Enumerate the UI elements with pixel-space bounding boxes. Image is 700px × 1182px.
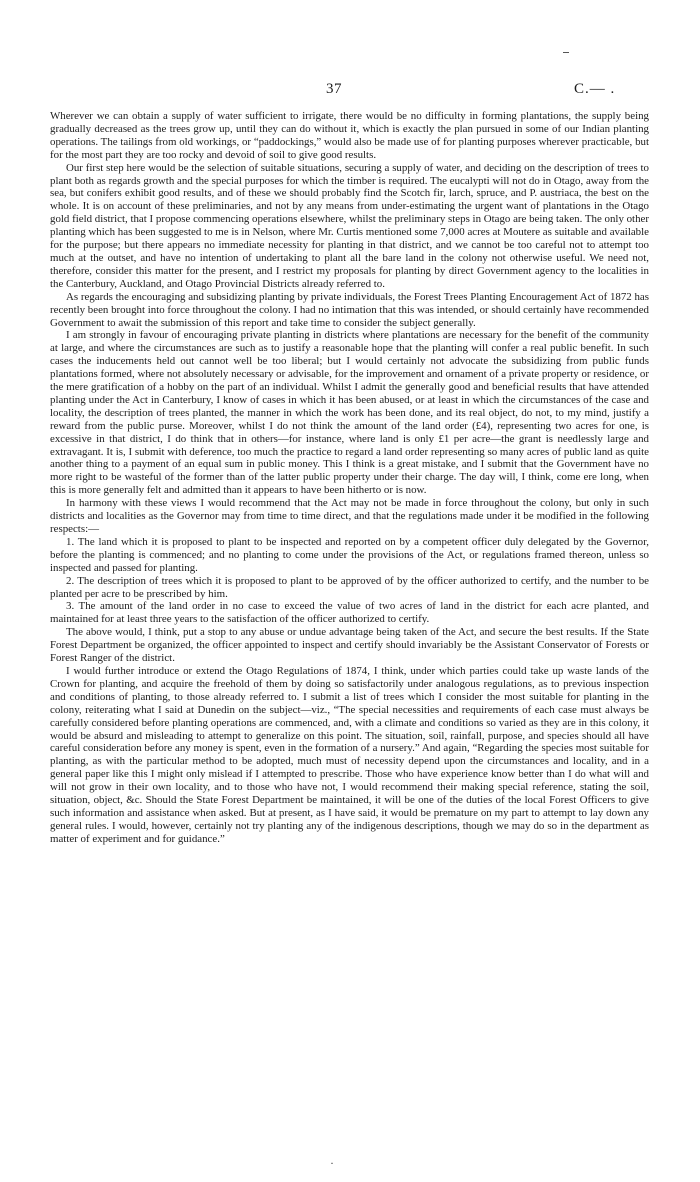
list-item-1: 1. The land which it is proposed to plant to be inspected and reported on by a competent officer duly delegated by the Governor, before the planting is commenced; and no planting to come under the provisions of the Act, or regulations framed thereon, unless so inspected and passed for planting. [50, 535, 649, 574]
paragraph-encouraging: I am strongly in favour of encouraging private planting in districts where plantations are necessary for the benefit of the community at large, and where the circumstances are such as to justify a reasonable hope that the planting will confer a real public benefit. In such cases the inducements held out cannot well be too liberal; but I would certainly not advocate the subsidizing from public funds plantations formed, where not absolutely necessary or advisable, for the improvement and ornament of a private property or residence, or the mere gratification of a hobby on the part of an individual. Whilst I admit the generally good and beneficial results that have attended planting under the Act in Canterbury, I know of cases in which it has been abused, or at least in which the circumstances of the case and locality, the description of trees planted, the manner in which the work has been done, and its real object, do not, to my mind, justify a reward from the public purse. Moreover, whilst I do not think the amount of the land order (£4), representing two acres for one, is excessive in that district, I do think that in others—for instance, where land is only £1 per acre—the grant is needlessly large and extravagant. It is, I submit with deference, too much the practice to regard a land order representing so many acres of public land as quite another thing to a payment of an equal sum in public money. This I think is a great mistake, and I submit that the Government have no more right to be wasteful of the former than of the latter public property under their charge. The day will, I think, come ere long, when this is more generally felt and admitted than it appears to have been hitherto or is now. [50, 329, 649, 497]
paragraph-private-planting: As regards the encouraging and subsidizing planting by private individuals, the Forest Trees Planting Encouragement Act of 1872 has recently been brought into force throughout the colony. I had no intimation that this was intended, or should certainly have recommended Government to await the submission of this report and take time to consider the subject generally. [50, 290, 649, 329]
document-reference: C.— . [574, 81, 616, 97]
paragraph-irrigation: Wherever we can obtain a supply of water sufficient to irrigate, there would be no difficulty in forming plantations, the supply being gradually decreased as the trees grow up, until they can do without it, which is exactly the plan pursued in some of our Indian planting operations. The tailings from old workings, or “paddockings,” would also be made use of for planting purposes wherever practicable, but for the most part they are too rocky and devoid of soil to give good results. [50, 110, 649, 161]
page-number: 37 [326, 81, 342, 97]
body-text [50, 110, 649, 846]
paragraph-otago-regulations: I would further introduce or extend the Otago Regulations of 1874, I think, under which parties could take up waste lands of the Crown for planting, and acquire the freehold of them by doing so satisfactorily under analogous regulations, as to previous inspection and conditions of planting, to those already referred to. I submit a list of trees which I consider the most suitable for planting in the colony, reiterating what I said at Dunedin on the subject—viz., “The special necessities and requirements of each case must always be carefully considered before planting operations are commenced, and, with a climate and conditions so varied as they are in this colony, it would be absurd and misleading to attempt to generalize on this point. The situation, soil, rainfall, purpose, and species should all have careful consideration before any money is spent, even in the formation of a nursery.” And again, “Regarding the species most suitable for planting, as with the particular method to be adopted, much must of necessity depend upon the circumstances and locality, and in a general paper like this I might only mislead if I attempted to prescribe. Those who have experience know better than I do what will and will not grow in their own locality, and to those who have not, I would recommend their making special reference, stating the soil, situation, object, &c. Should the State Forest Department be maintained, it will be one of the duties of the local Forest Officers to give such information and assistance when asked. But at present, as I have said, it would be premature on my part to attempt to lay down any general rules. I would, however, certainly not try planting any of the indigenous descriptions, though we may do so in the department as matter of experiment and for guidance.” [50, 664, 649, 845]
list-item-3: 3. The amount of the land order in no case to exceed the value of two acres of land in the district for each acre planted, and maintained for at least three years to the satisfaction of the officer authorized to certify. [50, 600, 649, 626]
paragraph-above: The above would, I think, put a stop to any abuse or undue advantage being taken of the Act, and secure the best results. If the State Forest Department be organized, the officer appointed to inspect and certify should invariably be the Assistant Conservator of Forests or Forest Ranger of the district. [50, 626, 649, 665]
list-item-2: 2. The description of trees which it is proposed to plant to be approved of by the officer authorized to certify, and the number to be planted per acre to be prescribed by him. [50, 574, 649, 600]
footer-mark: · [330, 1156, 334, 1170]
paragraph-first-step: Our first step here would be the selection of suitable situations, securing a supply of water, and deciding on the description of trees to plant both as regards growth and the special purposes for which the timber is required. The eucalypti will not do in Otago, away from the sea, but conifers exhibit good results, and of these we should probably find the Scotch fir, larch, spruce, and P. austriaca, the best on the whole. It is on account of these preliminaries, and not by any means from under-estimating the urgent want of plantations in the Otago gold field district, that I propose commencing operations elsewhere, whilst the preliminary steps in Otago are being taken. The only other planting which has been suggested to me is in Nelson, where Mr. Curtis mentioned some 7,000 acres at Moutere as suitable and available for the purpose; but there appears no immediate necessity for planting in that district, and we cannot be too careful not to attempt too much at the outset, and have no intention of undertaking to plant all the bare land in the colony not otherwise useful. We need not, therefore, consider this matter for the present, and I restrict my proposals for planting by direct Government agency to the localities in the Canterbury, Auckland, and Otago Provincial Districts already referred to. [50, 161, 649, 290]
paragraph-recommendation: In harmony with these views I would recommend that the Act may not be made in force throughout the colony, but only in such districts and localities as the Governor may from time to time direct, and that the regulations made under it be modified in the following respects:— [50, 497, 649, 535]
corner-mark [563, 52, 569, 53]
